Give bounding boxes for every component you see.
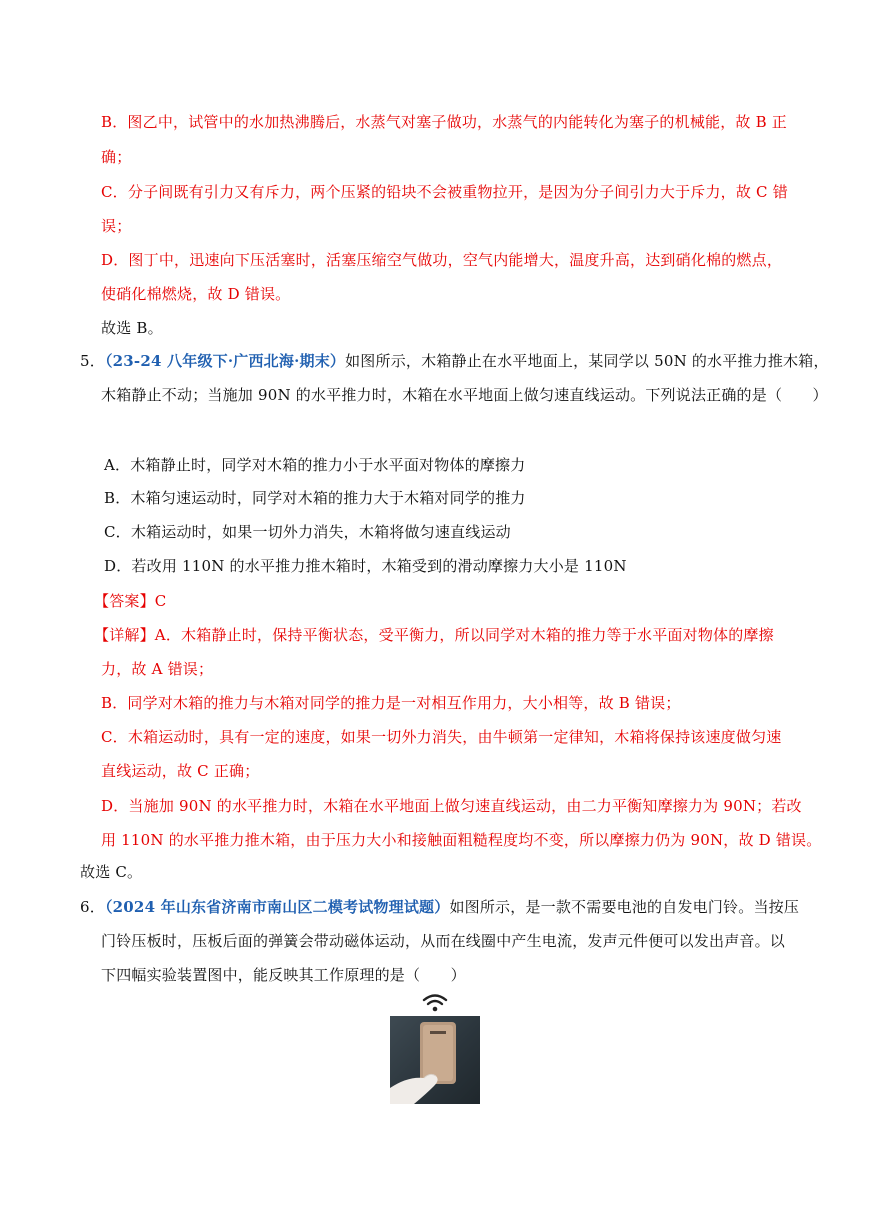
question-stem-text: 如图所示，是一款不需要电池的自发电门铃。当按压 [449, 898, 800, 916]
question-6-stem-line3: 下四幅实验装置图中，能反映其工作原理的是（ ） [101, 966, 466, 984]
question-6-stem-line2: 门铃压板时，压板后面的弹簧会带动磁体运动，从而在线圈中产生电流，发声元件便可以发出声音。以 [101, 932, 786, 950]
question-number: 5． [80, 352, 105, 370]
q5-conclusion: 故选 C。 [80, 863, 143, 881]
prev-explain-b-line2: 确； [101, 148, 132, 166]
prev-explain-d-line2: 使硝化棉燃烧，故 D 错误。 [101, 285, 291, 303]
answer-label: 【答案】C [94, 592, 167, 610]
option-b: B．木箱匀速运动时，同学对木箱的推力大于木箱对同学的推力 [104, 489, 526, 507]
question-5-stem-line1 [80, 351, 829, 371]
question-source: （2024 年山东省济南市南山区二模考试物理试题） [104, 898, 450, 916]
doorbell-illustration [390, 1016, 480, 1104]
prev-explain-d-line1: D．图丁中，迅速向下压活塞时，活塞压缩空气做功，空气内能增大，温度升高，达到硝化棉的燃点， [101, 251, 783, 269]
explain-d-line1: D．当施加 90N 的水平推力时，木箱在水平地面上做匀速直线运动，由二力平衡知摩擦力为 90N；若改 [101, 797, 802, 815]
explain-c-line2: 直线运动，故 C 正确； [101, 762, 260, 780]
explain-b: B．同学对木箱的推力与木箱对同学的推力是一对相互作用力，大小相等，故 B 错误； [101, 694, 681, 712]
prev-explain-b-line1: B．图乙中，试管中的水加热沸腾后，水蒸气对塞子做功，水蒸气的内能转化为塞子的机械能，故 B 正 [101, 113, 787, 131]
explain-a-line2: 力，故 A 错误； [101, 660, 214, 678]
prev-explain-c-line1: C．分子间既有引力又有斥力，两个压紧的铅块不会被重物拉开，是因为分子间引力大于斥力，故 C 错 [101, 183, 788, 201]
explain-c-line1: C．木箱运动时，具有一定的速度，如果一切外力消失，由牛顿第一定律知，木箱将保持该速度做匀速 [101, 728, 782, 746]
wifi-icon [422, 994, 448, 1012]
question-5-stem-line2: 木箱静止不动；当施加 90N 的水平推力时，木箱在水平地面上做匀速直线运动。下列说法正确的是（ ） [101, 386, 828, 404]
question-6-stem-line1 [80, 897, 799, 917]
option-d: D．若改用 110N 的水平推力推木箱时，木箱受到的滑动摩擦力大小是 110N [104, 557, 627, 575]
prev-explain-c-line2: 误； [101, 217, 132, 235]
explain-d-line2: 用 110N 的水平推力推木箱，由于压力大小和接触面粗糙程度均不变，所以摩擦力仍为 90N，故 D 错误。 [101, 831, 822, 849]
explain-a-line1: 【详解】A．木箱静止时，保持平衡状态，受平衡力，所以同学对木箱的推力等于水平面对物体的摩擦 [94, 626, 774, 644]
prev-conclusion: 故选 B。 [101, 319, 163, 337]
option-c: C．木箱运动时，如果一切外力消失，木箱将做匀速直线运动 [104, 523, 511, 541]
doorbell-image [390, 1016, 480, 1104]
option-a: A．木箱静止时，同学对木箱的推力小于水平面对物体的摩擦力 [104, 456, 526, 474]
question-stem-text: 如图所示，木箱静止在水平地面上，某同学以 50N 的水平推力推木箱， [345, 352, 829, 370]
question-number: 6． [80, 898, 105, 916]
question-source: （23-24 八年级下·广西北海·期末） [104, 352, 346, 370]
